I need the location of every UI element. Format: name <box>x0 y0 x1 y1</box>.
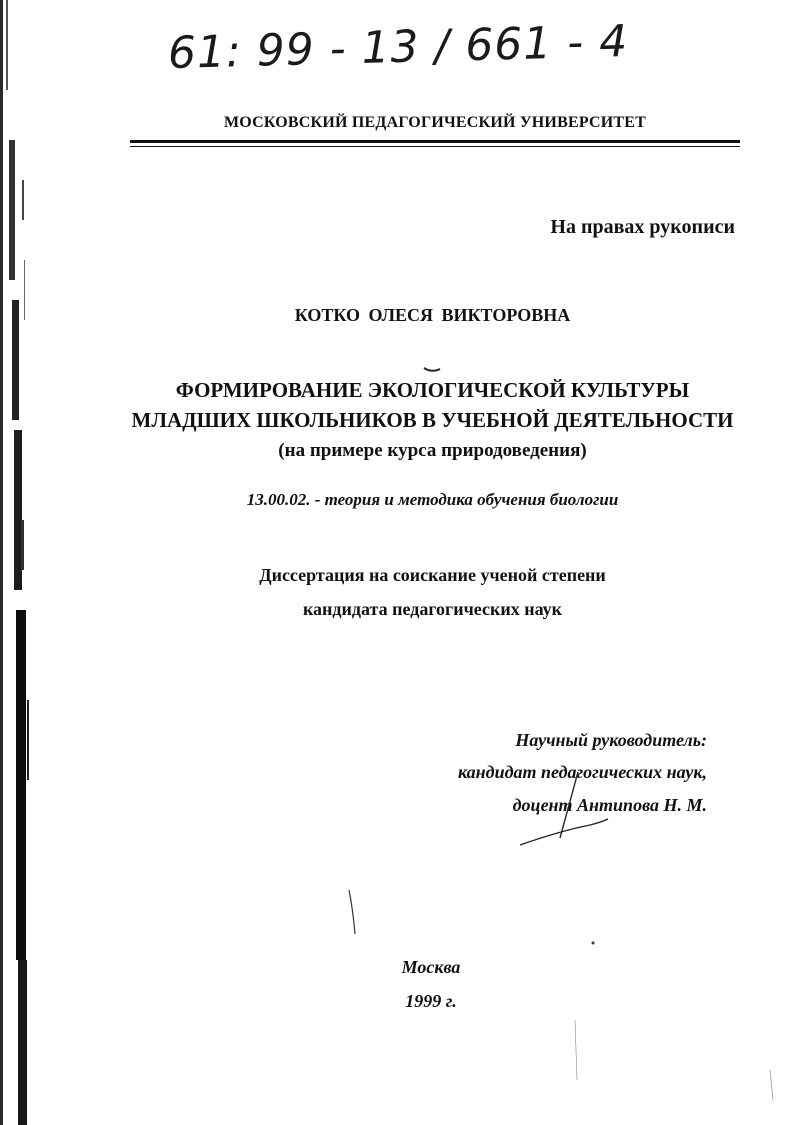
header-rule-thin <box>130 146 740 147</box>
signature-underline <box>520 819 608 845</box>
thesis-subtitle: (на примере курса природоведения) <box>278 440 587 461</box>
header-rule-thick <box>130 140 740 143</box>
archive-code-handwritten: 61: 99 - 13 / 661 - 4 <box>167 15 629 79</box>
thesis-title-line-2: МЛАДШИХ ШКОЛЬНИКОВ В УЧЕБНОЙ ДЕЯТЕЛЬНОСТИ <box>131 408 734 432</box>
dissertation-degree-line-1: Диссертация на соискание ученой степени <box>259 565 606 585</box>
year: 1999 г. <box>405 991 457 1011</box>
author-name: КОТКО ОЛЕСЯ ВИКТОРОВНА <box>294 305 571 325</box>
pen-vertical-stroke <box>349 890 355 934</box>
supervisor-degree: кандидат педагогических наук, <box>457 762 707 782</box>
thesis-title-line-1: ФОРМИРОВАНИЕ ЭКОЛОГИЧЕСКОЙ КУЛЬТУРЫ <box>175 378 690 402</box>
supervisor-name: доцент Антипова Н. М. <box>512 795 707 815</box>
dissertation-degree-line-2: кандидата педагогических наук <box>302 599 563 619</box>
supervisor-heading: Научный руководитель: <box>515 730 707 750</box>
specialty-code: 13.00.02. - теория и методика обучения биологии <box>246 490 619 509</box>
scan-speck <box>770 1070 773 1100</box>
scan-speck <box>575 1020 577 1080</box>
city: Москва <box>401 957 461 977</box>
pen-dot <box>592 942 595 945</box>
rights-note: На правах рукописи <box>550 216 735 238</box>
university-name: МОСКОВСКИЙ ПЕДАГОГИЧЕСКИЙ УНИВЕРСИТЕТ <box>223 114 647 131</box>
pen-tick-mark <box>424 368 440 371</box>
